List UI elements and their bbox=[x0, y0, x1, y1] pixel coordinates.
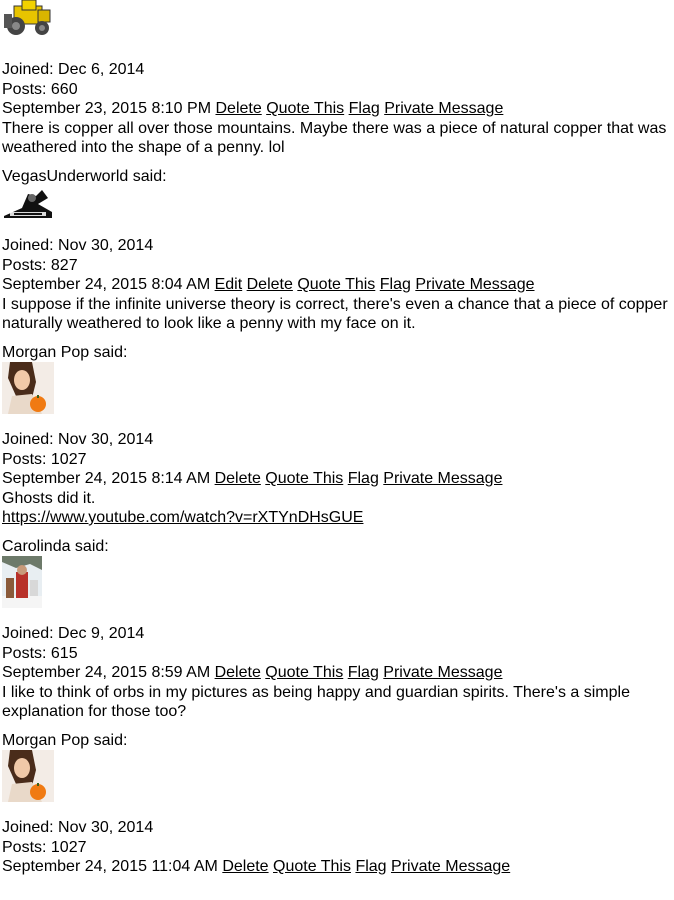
post-timestamp: September 24, 2015 8:59 AM bbox=[2, 664, 211, 681]
flag-link[interactable]: Flag bbox=[347, 470, 379, 487]
private-message-link[interactable]: Private Message bbox=[415, 276, 535, 293]
delete-link[interactable]: Delete bbox=[246, 276, 293, 293]
forum-post bbox=[2, 537, 672, 722]
woman-pumpkin-avatar-icon[interactable] bbox=[2, 362, 54, 414]
private-message-link[interactable]: Private Message bbox=[383, 470, 503, 487]
post-count: Posts: 615 bbox=[2, 644, 78, 662]
joined-date: Joined: Nov 30, 2014 bbox=[2, 431, 154, 448]
joined-date: Joined: Dec 9, 2014 bbox=[2, 625, 145, 642]
post-author: Carolinda said: bbox=[2, 537, 109, 555]
flag-link[interactable]: Flag bbox=[379, 276, 411, 293]
quote-this-link[interactable]: Quote This bbox=[265, 664, 344, 681]
quote-this-link[interactable]: Quote This bbox=[273, 858, 351, 875]
post-meta bbox=[2, 99, 672, 119]
flag-link[interactable]: Flag bbox=[347, 664, 379, 681]
post-timestamp: September 24, 2015 8:04 AM bbox=[2, 276, 211, 293]
post-body: Ghosts did it. bbox=[2, 489, 96, 507]
vegas-logo-avatar-icon[interactable] bbox=[2, 186, 54, 220]
post-timestamp: September 24, 2015 8:14 AM bbox=[2, 470, 211, 487]
youtube-link[interactable]: https://www.youtube.com/watch?v=rXTYnDHsGUE bbox=[2, 509, 364, 526]
post-body: There is copper all over those mountains. Maybe there was a piece of natural copper that was weathered into the shape of a penny. lol bbox=[2, 119, 667, 156]
flag-link[interactable]: Flag bbox=[355, 858, 387, 875]
forum-thread bbox=[2, 0, 672, 877]
quote-this-link[interactable]: Quote This bbox=[297, 276, 376, 293]
post-body: I suppose if the infinite universe theory is correct, there's even a chance that a piece of copper naturally weathered to look like a penny with my face on it. bbox=[2, 295, 668, 332]
post-count: Posts: 827 bbox=[2, 256, 78, 274]
post-author: Morgan Pop said: bbox=[2, 731, 128, 749]
forum-post bbox=[2, 343, 672, 528]
post-author: VegasUnderworld said: bbox=[2, 167, 167, 185]
woman-pumpkin-avatar-icon[interactable] bbox=[2, 750, 54, 802]
delete-link[interactable]: Delete bbox=[214, 664, 261, 681]
post-meta bbox=[2, 663, 672, 683]
post-meta bbox=[2, 275, 672, 295]
post-count: Posts: 660 bbox=[2, 80, 78, 98]
quote-this-link[interactable]: Quote This bbox=[265, 470, 344, 487]
joined-date: Joined: Dec 6, 2014 bbox=[2, 61, 145, 78]
forum-post bbox=[2, 731, 672, 877]
post-body: I like to think of orbs in my pictures as being happy and guardian spirits. There's a simple explanation for those too? bbox=[2, 683, 630, 720]
post-meta bbox=[2, 469, 672, 489]
private-message-link[interactable]: Private Message bbox=[383, 664, 503, 681]
post-timestamp: September 23, 2015 8:10 PM bbox=[2, 100, 212, 117]
delete-link[interactable]: Delete bbox=[215, 100, 262, 117]
post-count: Posts: 1027 bbox=[2, 838, 87, 856]
post-meta bbox=[2, 857, 672, 877]
snow-figure-avatar-icon[interactable] bbox=[2, 556, 42, 608]
private-message-link[interactable]: Private Message bbox=[391, 858, 511, 875]
yellow-vehicle-avatar-icon[interactable] bbox=[2, 0, 54, 44]
quote-this-link[interactable]: Quote This bbox=[266, 100, 345, 117]
post-author: Morgan Pop said: bbox=[2, 343, 128, 361]
flag-link[interactable]: Flag bbox=[348, 100, 380, 117]
private-message-link[interactable]: Private Message bbox=[384, 100, 504, 117]
forum-post bbox=[2, 167, 672, 334]
delete-link[interactable]: Delete bbox=[222, 858, 269, 875]
joined-date: Joined: Nov 30, 2014 bbox=[2, 237, 154, 254]
joined-date: Joined: Nov 30, 2014 bbox=[2, 819, 154, 836]
post-timestamp: September 24, 2015 11:04 AM bbox=[2, 858, 218, 875]
delete-link[interactable]: Delete bbox=[214, 470, 261, 487]
edit-link[interactable]: Edit bbox=[214, 276, 243, 293]
post-count: Posts: 1027 bbox=[2, 450, 87, 468]
forum-post bbox=[2, 0, 672, 158]
